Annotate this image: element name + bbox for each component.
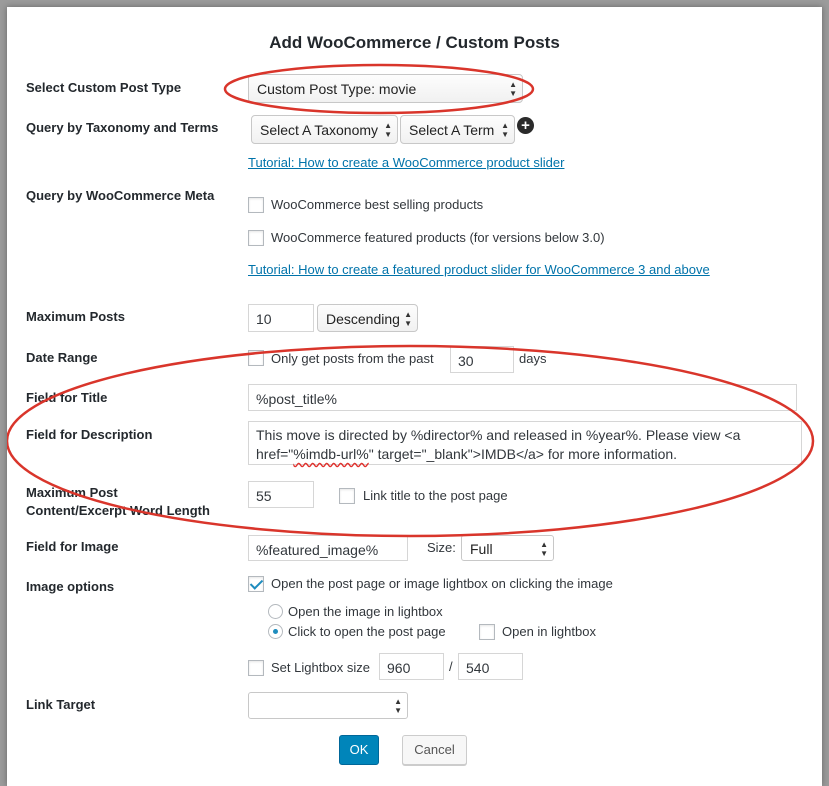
image-size-value: Full <box>470 541 493 557</box>
radio-open-post-page[interactable] <box>268 624 283 639</box>
link-featured-slider-tutorial[interactable]: Tutorial: How to create a featured product slider for WooCommerce 3 and above <box>248 262 710 277</box>
field-description-textarea[interactable] <box>248 421 802 465</box>
label-max-word-length-1: Maximum Post <box>26 485 118 500</box>
radio-open-post-page-label: Click to open the post page <box>288 624 446 639</box>
label-max-posts: Maximum Posts <box>26 309 125 324</box>
label-date-range: Date Range <box>26 350 98 365</box>
date-range-label: Only get posts from the past <box>271 351 434 366</box>
term-value: Select A Term <box>409 122 495 138</box>
open-on-click-label: Open the post page or image lightbox on clicking the image <box>271 576 613 591</box>
open-in-lightbox-label: Open in lightbox <box>502 624 596 639</box>
featured-checkbox[interactable] <box>248 230 264 246</box>
custom-post-type-select[interactable] <box>248 74 523 103</box>
word-length-input[interactable]: 55 <box>248 481 314 508</box>
link-title-checkbox[interactable] <box>339 488 355 504</box>
label-max-word-length-2: Content/Excerpt Word Length <box>26 503 210 518</box>
label-image-options: Image options <box>26 579 115 594</box>
label-link-target: Link Target <box>26 697 96 712</box>
best-selling-checkbox[interactable] <box>248 197 264 213</box>
dialog-title: Add WooCommerce / Custom Posts <box>269 33 560 52</box>
taxonomy-select[interactable] <box>251 115 398 144</box>
select-arrows-icon: ▲ ▼ <box>404 310 412 328</box>
select-arrows-icon: ▲ ▼ <box>501 121 509 139</box>
label-woo-meta: Query by WooCommerce Meta <box>26 188 215 203</box>
featured-label: WooCommerce featured products (for versions below 3.0) <box>271 230 605 245</box>
order-select[interactable] <box>317 304 418 332</box>
date-range-checkbox[interactable] <box>248 350 264 366</box>
image-size-select[interactable] <box>461 535 554 561</box>
link-product-slider-tutorial[interactable]: Tutorial: How to create a WooCommerce product slider <box>248 155 565 170</box>
label-field-title: Field for Title <box>26 390 108 405</box>
lightbox-width-input[interactable]: 960 <box>379 653 444 680</box>
add-custom-posts-dialog <box>7 7 822 786</box>
order-value: Descending <box>326 311 400 327</box>
add-term-icon[interactable]: + <box>517 117 534 134</box>
best-selling-label: WooCommerce best selling products <box>271 197 484 212</box>
ok-button[interactable]: OK <box>339 735 379 765</box>
radio-open-lightbox-label: Open the image in lightbox <box>288 604 443 619</box>
lightbox-size-separator: / <box>449 659 453 674</box>
label-field-description: Field for Description <box>26 427 153 442</box>
custom-post-type-value: Custom Post Type: movie <box>257 81 417 97</box>
cancel-button[interactable]: Cancel <box>402 735 467 765</box>
open-on-click-checkbox[interactable] <box>248 576 264 592</box>
date-range-unit: days <box>519 351 547 366</box>
select-arrows-icon: ▲ ▼ <box>509 80 517 98</box>
size-label: Size: <box>427 540 456 555</box>
field-title-input[interactable]: %post_title% <box>248 384 797 411</box>
label-field-image: Field for Image <box>26 539 119 554</box>
label-custom-post-type: Select Custom Post Type <box>26 80 182 95</box>
description-line-2: href="%imdb-url%" target="_blank">IMDB</a> for more information. <box>256 446 678 462</box>
max-posts-input[interactable]: 10 <box>248 304 314 332</box>
date-range-input[interactable]: 30 <box>450 346 514 373</box>
label-taxonomy: Query by Taxonomy and Terms <box>26 120 219 135</box>
term-select[interactable] <box>400 115 515 144</box>
set-lightbox-size-label: Set Lightbox size <box>271 660 371 675</box>
select-arrows-icon: ▲ ▼ <box>394 697 402 715</box>
taxonomy-value: Select A Taxonomy <box>260 122 379 138</box>
set-lightbox-size-checkbox[interactable] <box>248 660 264 676</box>
link-title-label: Link title to the post page <box>363 488 508 503</box>
link-target-select[interactable] <box>248 692 408 719</box>
description-line-1: This move is directed by %director% and released in %year%. Please view <a <box>256 427 741 443</box>
spellcheck-word: %imdb-url% <box>293 446 369 462</box>
radio-open-lightbox[interactable] <box>268 604 283 619</box>
select-arrows-icon: ▲ ▼ <box>384 121 392 139</box>
select-arrows-icon: ▲ ▼ <box>540 540 548 558</box>
lightbox-height-input[interactable]: 540 <box>458 653 523 680</box>
open-in-lightbox-checkbox[interactable] <box>479 624 495 640</box>
field-image-input[interactable]: %featured_image% <box>248 535 408 561</box>
